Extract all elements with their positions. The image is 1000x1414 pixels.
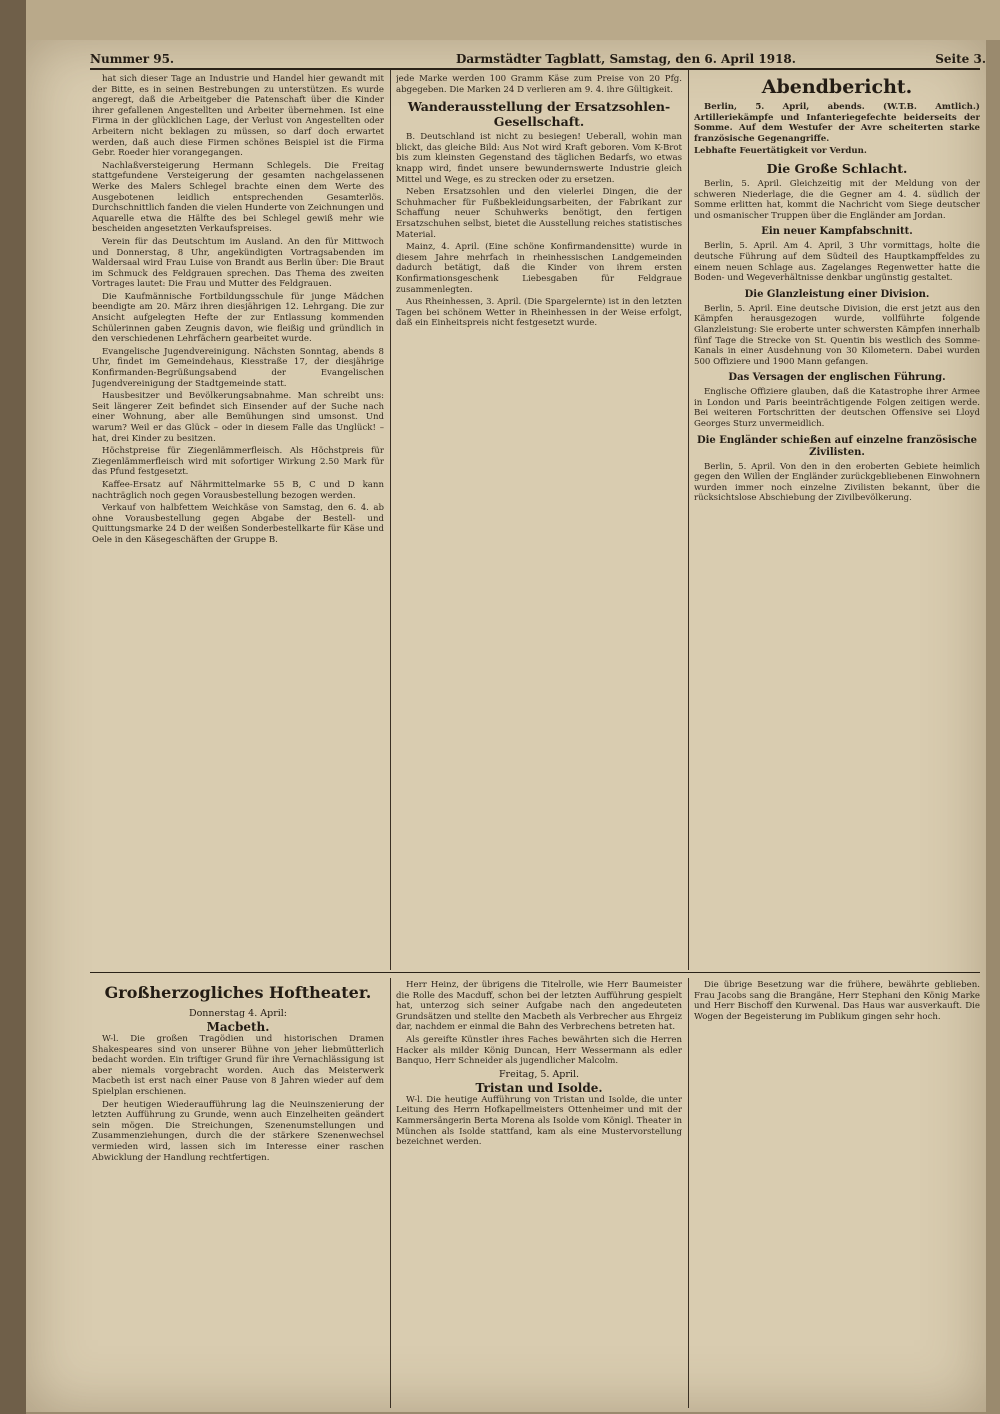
article-paragraph: B. Deutschland ist nicht zu besiegen! Ueberall, wohin man blickt, das gleiche Bild: Aus Not wird Kraft geboren. Vom K-Brot bis zum kleinsten Gegenstand des täglichen Bedarfs, wo etwas knapp wird, findet unsere bewundernswerte Industrie gleich Mittel und Wege, es zu strecken oder zu ersetzen.: [396, 132, 682, 185]
article-title: Abendbericht.: [761, 76, 913, 98]
theater-column-3: [694, 980, 980, 1406]
article-paragraph: Berlin, 5. April. Am 4. April, 3 Uhr vormittags, holte die deutsche Führung auf dem Südteil des Hauptkampffeldes zu einem neuen Schlage aus. Zagelanges Regenwetter hatte die Boden- und Wegeverhältnisse denkbar ungünstig gestaltet.: [694, 241, 980, 284]
performance-date: Donnerstag 4. April:: [188, 1008, 288, 1019]
article-paragraph: Die Kaufmännische Fortbildungsschule für junge Mädchen beendigte am 20. März ihren diesjährigen 12. Lehrgang. Die zur Ansicht aufgelegten Hefte der zur Entlassung kommenden Schülerinnen gaben Zeugnis davon, wie fleißig und gründlich in den verschiedenen Lehrfächern gearbeitet wurde.: [92, 291, 384, 345]
article-paragraph: Lebhafte Feuertätigkeit vor Verdun.: [694, 146, 867, 157]
article-paragraph: Nachlaßversteigerung Hermann Schlegels. Die Freitag stattgefundene Versteigerung der gesamten nachgelassenen Werke des Malers Schlegel brachte einen dem Werte des Ausgebotenen leidlich entsprechenden Gesamterlös. Durchschnittlich fanden die vielen Hunderte von Zeichnungen und Aquarelle etwa die Hälfte des bei Schlegel gewiß mehr wie bescheiden angesetzten Verkaufspreises.: [92, 160, 384, 235]
column-divider: [390, 70, 391, 970]
masthead: Darmstädter Tagblatt, Samstag, den 6. April 1918.: [456, 52, 796, 66]
page-number: Seite 3.: [935, 52, 986, 66]
review-paragraph: Herr Heinz, der übrigens die Titelrolle, wie Herr Baumeister die Rolle des Macduff, schon bei der letzten Aufführung gespielt hat, unterzog sich seiner Aufgabe nach den angedeuteten Grundsätzen und stellte den Macbeth als Verbrecher aus Ehrgeiz dar, nachdem er einmal die Bahn des Verbrechens betreten hat.: [396, 980, 682, 1033]
article-paragraph: Mainz, 4. April. (Eine schöne Konfirmandensitte) wurde in diesem Jahre mehrfach in rheinhessischen Landgemeinden dadurch betätigt, daß die Kinder von ihrem ersten Konfirmationsgeschenk Liebesgaben für Feldgraue zusammenlegten.: [396, 242, 682, 295]
article-paragraph: Kaffee-Ersatz auf Nährmittelmarke 55 B, C und D kann nachträglich noch gegen Vorausbestellung bezogen werden.: [92, 479, 384, 501]
exhibition-column: [396, 74, 682, 968]
column-divider: [390, 978, 391, 1408]
issue-number: Nummer 95.: [90, 52, 175, 66]
article-subheading: Die Glanzleistung einer Division.: [744, 288, 930, 300]
article-paragraph: Höchstpreise für Ziegenlämmerfleisch. Als Höchstpreis für Ziegenlämmerfleisch wird mit sofortiger Wirkung 2.50 Mark für das Pfund festgesetzt.: [92, 446, 384, 478]
war-report-column: [694, 74, 980, 968]
article-subheading: Die Engländer schießen auf einzelne französische Zivilisten.: [696, 434, 978, 458]
article-paragraph: jede Marke werden 100 Gramm Käse zum Preise von 20 Pfg. abgegeben. Die Marken 24 D verlieren am 9. 4. ihre Gültigkeit.: [396, 74, 682, 95]
article-paragraph: Aus Rheinhessen, 3. April. (Die Spargelernte) ist in den letzten Tagen bei schönem Wetter in Rheinhessen in der Weise erfolgt, daß ein Einheitspreis nicht festgesetzt wurde.: [396, 297, 682, 329]
article-paragraph: Hausbesitzer und Bevölkerungsabnahme. Man schreibt uns: Seit längerer Zeit befindet sich Einsender auf der Suche nach einer Wohnung, aber alle Bemühungen sind umsonst. Und warum? Weil er das Glück – oder in diesem Falle das Unglück! – hat, drei Kinder zu besitzen.: [92, 391, 384, 444]
article-subheading: Ein neuer Kampfabschnitt.: [761, 226, 913, 238]
article-paragraph: Berlin, 5. April, abends. (W.T.B. Amtlich.) Artilleriekämpfe und Infanteriegefechte beiderseits der Somme. Auf dem Westufer der Avre scheiterten starke französische Gegenangriffe.: [694, 102, 980, 144]
page-header: [66, 52, 986, 68]
article-heading: Wanderausstellung der Ersatzsohlen-Gesellschaft.: [407, 99, 671, 130]
article-paragraph: Evangelische Jugendvereinigung. Nächsten Sonntag, abends 8 Uhr, findet im Gemeindehaus, Kiesstraße 17, der diesjährige Konfirmanden-Begrüßungsabend der Evangelischen Jugendvereinigung der Stadtgemeinde statt.: [92, 346, 384, 389]
article-paragraph: Neben Ersatzsohlen und den vielerlei Dingen, die der Schuhmacher für Fußbekleidungsarbeiten, der Fabrikant zur Schaffung neuer Schuhwerks benötigt, den fertigen Ersatzschuhen selbst, bietet die Ausstellung reiches statistisches Material.: [396, 187, 682, 240]
review-paragraph: Als gereifte Künstler ihres Faches bewährten sich die Herren Hacker als milder König Duncan, Herr Wessermann als edler Banquo, Herr Schneider als jugendlicher Malcolm.: [396, 1034, 682, 1067]
theater-title: Großherzogliches Hoftheater.: [104, 983, 372, 1002]
article-paragraph: Verkauf von halbfettem Weichkäse von Samstag, den 6. 4. ab ohne Vorausbestellung gegen Abgabe der Bestell- und Quittungsmarke 24 D der weißen Sonderbestellkarte für Käse und Oele in den Käsegeschäften der Gruppe B.: [92, 503, 384, 545]
article-paragraph: Englische Offiziere glauben, daß die Katastrophe ihrer Armee in London und Paris beeinträchtigende Folgen zeitigen werde. Bei weiteren Fortschritten der deutschen Offensive sei Lloyd Georges Sturz unvermeidlich.: [694, 387, 980, 430]
article-paragraph: Berlin, 5. April. Gleichzeitig mit der Meldung von der schweren Niederlage, die die Gegner am 4. 4. südlich der Somme erlitten hat, kommt die Nachricht vom Siege deutscher und osmanischer Truppen über die Engländer am Jordan.: [694, 178, 980, 221]
article-paragraph: Verein für das Deutschtum im Ausland. An den für Mittwoch und Donnerstag, 8 Uhr, angekündigten Vortragsabenden im Waldersaal wird Frau Luise von Brandt aus Berlin über: Die Braut im Schmuck des Feldgrauen sprechen. Das Thema des zweiten Vortrages lautet: Die Frau und Mutter des Feldgrauen.: [92, 236, 384, 290]
column-divider: [688, 70, 689, 970]
review-paragraph: W-l. Die heutige Aufführung von Tristan und Isolde, die unter Leitung des Herrn Hofkapellmeisters Ottenheimer und mit der Kammersängerin Berta Morena als Isolde vom Königl. Theater in München als Isolde stattfand, kam als eine Mustervorstellung bezeichnet werden.: [396, 1094, 682, 1148]
section-rule: [90, 972, 980, 973]
article-heading: Die Große Schlacht.: [766, 160, 908, 176]
scan-binding-edge: [0, 0, 26, 1414]
play-title: Macbeth.: [206, 1020, 270, 1034]
article-paragraph: hat sich dieser Tage an Industrie und Handel hier gewandt mit der Bitte, es in seinen Bestrebungen zu unterstützen. Es wurde angeregt, daß die Arbeitgeber die Patenschaft über die Kinder ihrer gefallenen Angestellten und Arbeiter übernehmen. Ist eine Firma in der glücklichen Lage, der Verlust von Angestellten oder Arbeitern nicht beklagen zu müssen, so darf doch erwartet werden, daß auch diese Firmen schönes Beispiel ist die Firma Gebr. Roeder hier vorangegangen.: [92, 74, 384, 159]
play-title: Tristan und Isolde.: [475, 1080, 603, 1095]
article-paragraph: Berlin, 5. April. Eine deutsche Division, die erst jetzt aus den Kämpfen herausgezogen wurde, vollführte folgende Glanzleistung: Sie eroberte unter schwersten Kämpfen innerhalb fünf Tage die Strecke von St. Quentin bis westlich des Somme-Kanals in einer Ausdehnung von 30 Kilometern. Dabei wurden 500 Offiziere und 1900 Mann gefangen.: [694, 303, 980, 367]
review-paragraph: Die übrige Besetzung war die frühere, bewährte geblieben. Frau Jacobs sang die Brangäne, Herr Stephani den König Marke und Herr Bischoff den Kurwenal. Das Haus war ausverkauft. Die Wogen der Begeisterung im Publikum gingen sehr hoch.: [694, 980, 980, 1022]
performance-date: Freitag, 5. April.: [498, 1068, 580, 1080]
review-paragraph: W-l. Die großen Tragödien und historischen Dramen Shakespeares sind von unserer Bühne von jeher liebmütterlich bedacht worden. Ein triftiger Grund für ihre Vernachlässigung ist aber niemals vorgebracht worden. Auch das Meisterwerk Macbeth ist erst nach einer Pause von 8 Jahren wieder auf dem Spielplan erschienen.: [92, 1034, 384, 1097]
article-paragraph: Berlin, 5. April. Von den in den eroberten Gebiete heimlich gegen den Willen der Engländer zurückgebliebenen Einwohnern wurden immer noch einzelne Zivilisten bekannt, über die rücksichtslose Abschiebung der Zivilbevölkerung.: [694, 461, 980, 504]
header-rule: [90, 68, 980, 70]
theater-column-1: [92, 980, 384, 1406]
local-news-column: [92, 74, 384, 968]
review-paragraph: Der heutigen Wiederaufführung lag die Neuinszenierung der letzten Aufführung zu Grunde, wenn auch Einzelheiten geändert sein mögen. Die Streichungen, Szenenumstellungen und Zusammenziehungen, durch die der stärkere Szenenwechsel vermieden wird, lassen sich im Interesse einer raschen Abwicklung der Handlung rechtfertigen.: [92, 1099, 384, 1163]
article-subheading: Das Versagen der englischen Führung.: [728, 372, 946, 384]
scan-top-margin: [0, 0, 1000, 40]
column-divider: [688, 978, 689, 1408]
theater-column-2: [396, 980, 682, 1406]
